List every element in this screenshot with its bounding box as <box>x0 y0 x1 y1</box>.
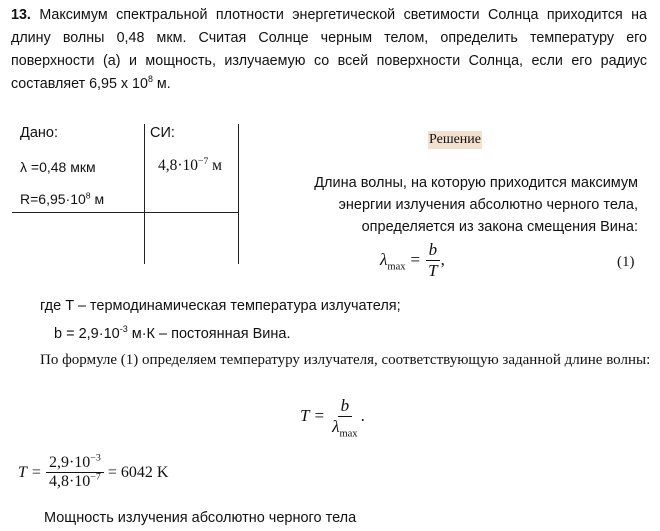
si-mantissa: 4,8·10 <box>158 157 199 174</box>
numeric-denominator: $4,8\cdot 10^{-7}$ <box>48 472 101 491</box>
si-exponent: −7 <box>198 155 209 167</box>
radius-mantissa: 10 <box>132 76 148 92</box>
table-horizontal-line <box>12 212 239 213</box>
b-rest: м·К – постоянная Вина. <box>127 326 291 342</box>
denominator-lambda-max: $\lambda_{max}$ <box>332 416 358 439</box>
given-radius-exponent: 8 <box>85 190 91 201</box>
given-radius <box>20 191 104 207</box>
b-value: b = 2,9·10 <box>54 326 120 342</box>
solution-heading: Решение <box>429 132 482 147</box>
comma: , <box>440 250 445 270</box>
numerator-b: b <box>338 396 353 417</box>
si-value <box>158 157 222 175</box>
problem-statement <box>11 4 647 96</box>
equals-sign-3: = <box>31 463 41 481</box>
fraction-numerator-b: b <box>426 240 441 261</box>
b-over-T-fraction <box>425 240 440 280</box>
temperature-formula <box>300 396 365 439</box>
table-vertical-line-2 <box>238 124 239 264</box>
equals-sign: = <box>410 250 421 270</box>
b-definition <box>54 326 291 342</box>
equation-number-1: (1) <box>617 254 635 270</box>
problem-number: 13. <box>11 7 31 23</box>
temperature-calculation <box>18 454 168 492</box>
radius-unit: м. <box>156 76 171 92</box>
b-over-lambda-fraction <box>329 396 361 439</box>
wien-equation <box>380 240 445 280</box>
numeric-numerator: $2,9\cdot 10^{-3}$ <box>46 454 104 473</box>
T-symbol-calc: T <box>18 463 27 481</box>
power-heading: Мощность излучения абсолютно черного тела <box>44 510 357 526</box>
temperature-paragraph: По формуле (1) определяем температуру излучателя, соответствующую заданной длине волны: <box>40 352 651 368</box>
given-lambda: λ =0,48 мкм <box>20 159 96 175</box>
numeric-fraction <box>46 454 104 492</box>
table-vertical-line-1 <box>144 124 145 264</box>
lambda-max-symbol: $\lambda_{max}$ <box>380 250 406 273</box>
si-unit: м <box>212 157 222 174</box>
period: . <box>360 406 365 426</box>
equals-sign-2: = <box>314 406 325 426</box>
calc-result: = 6042 K <box>107 463 169 481</box>
b-exponent: -3 <box>119 324 128 335</box>
radius-exponent: 8 <box>147 74 153 85</box>
T-symbol: T <box>300 406 310 426</box>
given-radius-mantissa: R=6,95·10 <box>20 191 86 207</box>
given-header: Дано: <box>20 125 58 141</box>
given-radius-unit: м <box>94 191 105 207</box>
wien-paragraph: Длина волны, на которую приходится максимум энергии излучения абсолютно черного тела, определяется из закона смещения Вина: <box>314 175 638 235</box>
fraction-denominator-T: T <box>428 260 438 280</box>
si-header: СИ: <box>150 125 175 141</box>
problem-text: Максимум спектральной плотности энергетической светимости Солнца приходится на длину волны 0,48 мкм. Считая Солнце черным телом, определить температуру его поверхности (а) и мощность, излучаемую со всей поверхности Солнца, если его радиус составляет 6,95 х <box>11 7 648 92</box>
where-T-line: где T – термодинамическая температура излучателя; <box>40 298 401 314</box>
